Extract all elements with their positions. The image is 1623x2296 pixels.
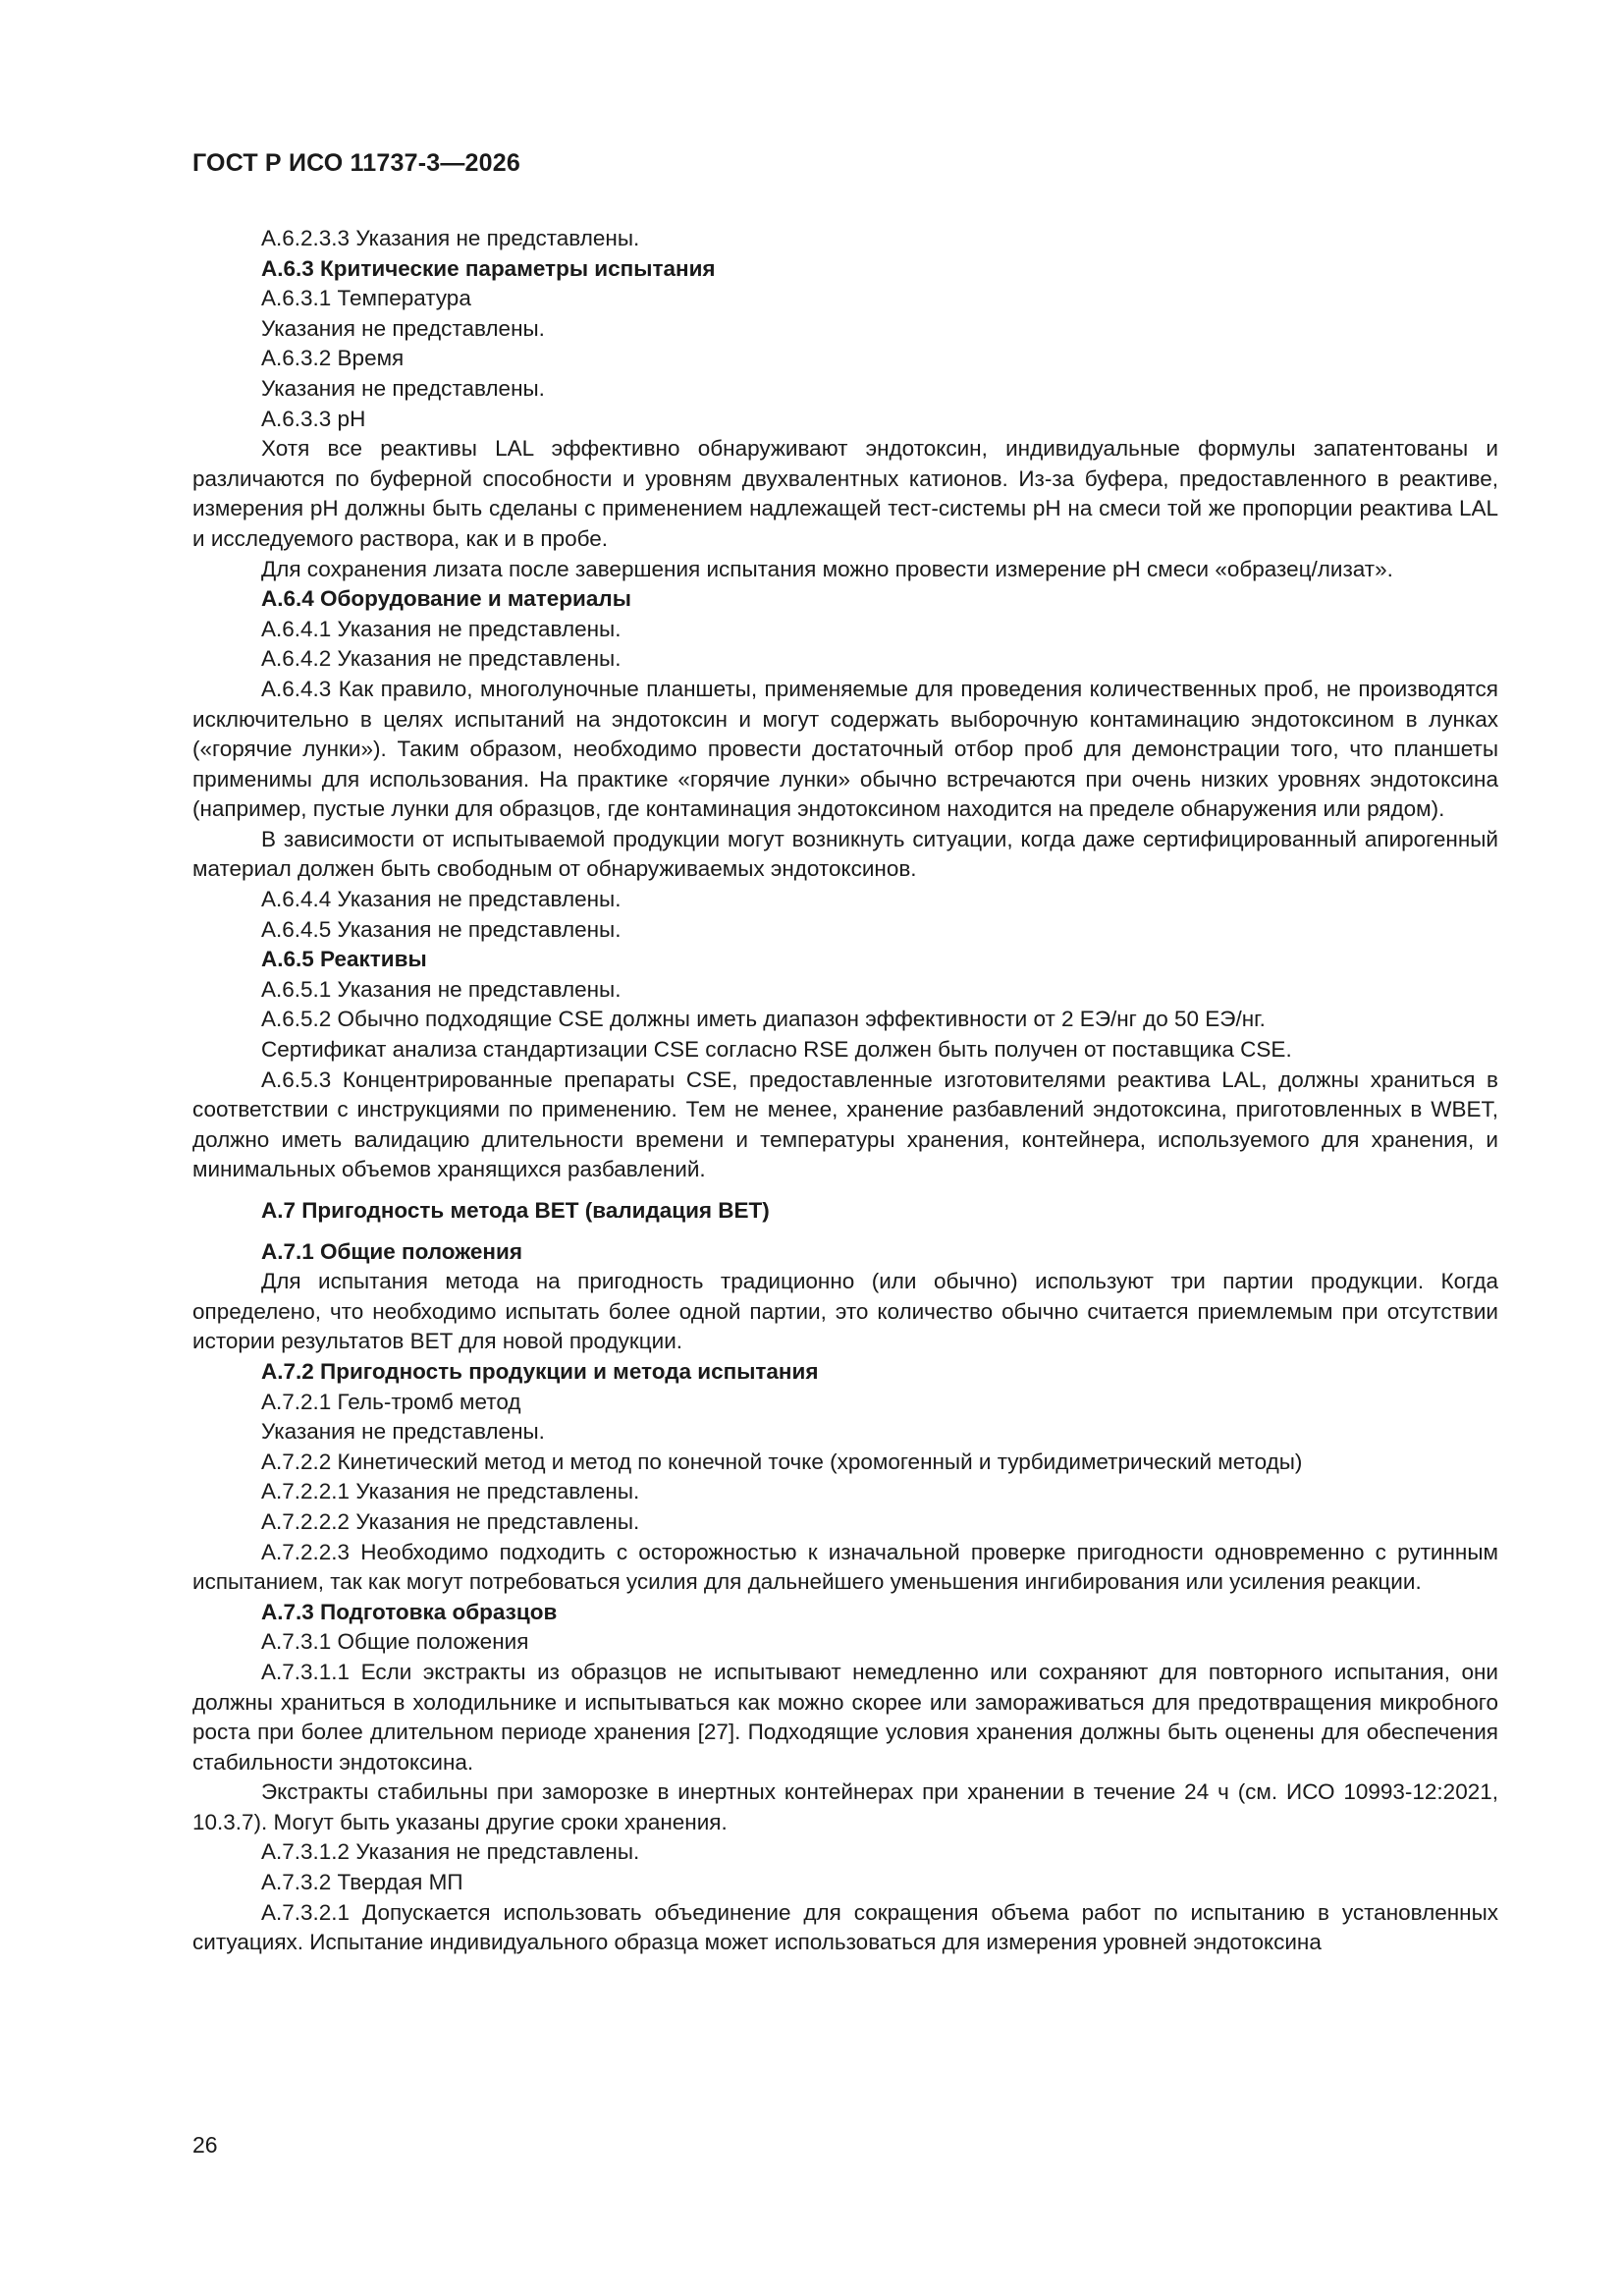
paragraph: А.7.3.1 Общие положения: [261, 1629, 529, 1655]
paragraph: А.6.5.1 Указания не представлены.: [261, 976, 622, 1002]
paragraph: А.6.4.4 Указания не представлены.: [261, 887, 622, 912]
paragraph: А.6.4.1 Указания не представлены.: [261, 616, 622, 641]
paragraph: Указания не представлены.: [261, 315, 545, 341]
paragraph: А.6.4.3 Как правило, многолуночные планшеты, применяемые для проведения количественных проб, не производятся исключительно в целях испытаний на эндотоксин и могут содержать выборочную контаминацию эндотоксином в лунках («горячие лунки»). Таким образом, необходимо провести достаточный отбор проб для демонстрации того, что планшеты применимы для использования. На практике «горячие лунки» обычно встречаются при очень низких уровнях эндотоксина (например, пустые лунки для образцов, где контаминация эндотоксином находится на пределе обнаружения или рядом).: [192, 676, 1498, 822]
paragraph: А.6.4.5 Указания не представлены.: [261, 916, 622, 942]
page-number: 26: [192, 2132, 218, 2158]
paragraph: А.7.3.2 Твердая МП: [261, 1870, 463, 1895]
paragraph: Для сохранения лизата после завершения испытания можно провести измерение pH смеси «образец/лизат».: [261, 556, 1393, 581]
section-heading: А.6.4 Оборудование и материалы: [261, 586, 631, 612]
document-header: ГОСТ Р ИСО 11737-3—2026: [192, 149, 520, 177]
paragraph: А.6.3.3 pH: [261, 406, 366, 431]
paragraph: А.6.5.3 Концентрированные препараты CSE, предоставленные изготовителями реактива LAL, должны храниться в соответствии с инструкциями по применению. Тем не менее, хранение разбавлений эндотоксина, приготовленных в WBET, должно иметь валидацию длительности времени и температуры хранения, контейнера, используемого для хранения, и минимальных объемов хранящихся разбавлений.: [192, 1066, 1498, 1182]
paragraph: А.6.2.3.3 Указания не представлены.: [261, 226, 640, 250]
paragraph: А.7.3.1.1 Если экстракты из образцов не испытывают немедленно или сохраняют для повторного испытания, они должны храниться в холодильнике и испытываться как можно скорее или замораживаться для предотвращения микробного роста при более длительном периоде хранения [27]. Подходящие условия хранения должны быть оценены для обеспечения стабильности эндотоксина.: [192, 1659, 1498, 1775]
paragraph: А.6.4.2 Указания не представлены.: [261, 646, 622, 672]
section-heading: А.7.3 Подготовка образцов: [261, 1599, 558, 1624]
paragraph: Указания не представлены.: [261, 1419, 545, 1445]
document-body: [192, 224, 1498, 1958]
paragraph: А.7.3.2.1 Допускается использовать объединение для сокращения объема работ по испытанию в установленных ситуациях. Испытание индивидуального образца может использоваться для измерения уровней эндотоксина: [192, 1899, 1498, 1955]
paragraph: Для испытания метода на пригодность традиционно (или обычно) используют три партии продукции. Когда определено, что необходимо испытать более одной партии, это количество обычно считается приемлемым при отсутствии истории результатов BET для новой продукции.: [192, 1269, 1498, 1354]
paragraph: Хотя все реактивы LAL эффективно обнаруживают эндотоксин, индивидуальные формулы запатентованы и различаются по буферной способности и уровням двухвалентных катионов. Из-за буфера, предоставленного в реактиве, измерения pH должны быть сделаны с применением надлежащей тест-системы pH на смеси той же пропорции реактива LAL и исследуемого раствора, как и в пробе.: [192, 436, 1498, 551]
paragraph: В зависимости от испытываемой продукции могут возникнуть ситуации, когда даже сертифицированный апирогенный материал должен быть свободным от обнаруживаемых эндотоксинов.: [192, 826, 1498, 882]
section-heading: А.7 Пригодность метода BET (валидация BET): [261, 1198, 770, 1223]
section-heading: А.7.2 Пригодность продукции и метода испытания: [261, 1358, 819, 1384]
paragraph: А.6.5.2 Обычно подходящие CSE должны иметь диапазон эффективности от 2 ЕЭ/нг до 50 ЕЭ/нг.: [261, 1007, 1266, 1032]
paragraph: А.7.2.2.3 Необходимо подходить с осторожностью к изначальной проверке пригодности одновременно с рутинным испытанием, так как могут потребоваться усилия для дальнейшего уменьшения ингибирования или усиления реакции.: [192, 1539, 1498, 1595]
paragraph: А.7.2.1 Гель-тромб метод: [261, 1389, 521, 1414]
paragraph: А.6.3.1 Температура: [261, 286, 471, 311]
paragraph: Указания не представлены.: [261, 375, 545, 401]
section-heading: А.7.1 Общие положения: [261, 1238, 522, 1264]
section-heading: А.6.5 Реактивы: [261, 947, 427, 972]
paragraph: Сертификат анализа стандартизации CSE согласно RSE должен быть получен от поставщика CSE.: [261, 1037, 1292, 1063]
section-heading: А.6.3 Критические параметры испытания: [261, 255, 716, 281]
paragraph: А.7.2.2 Кинетический метод и метод по конечной точке (хромогенный и турбидиметрический методы): [261, 1449, 1303, 1474]
paragraph: А.7.2.2.1 Указания не представлены.: [261, 1479, 640, 1504]
paragraph: А.7.3.1.2 Указания не представлены.: [261, 1839, 640, 1865]
paragraph: Экстракты стабильны при заморозке в инертных контейнерах при хранении в течение 24 ч (см. ИСО 10993-12:2021, 10.3.7). Могут быть указаны другие сроки хранения.: [192, 1779, 1498, 1834]
paragraph: А.6.3.2 Время: [261, 346, 405, 371]
paragraph: А.7.2.2.2 Указания не представлены.: [261, 1508, 640, 1534]
